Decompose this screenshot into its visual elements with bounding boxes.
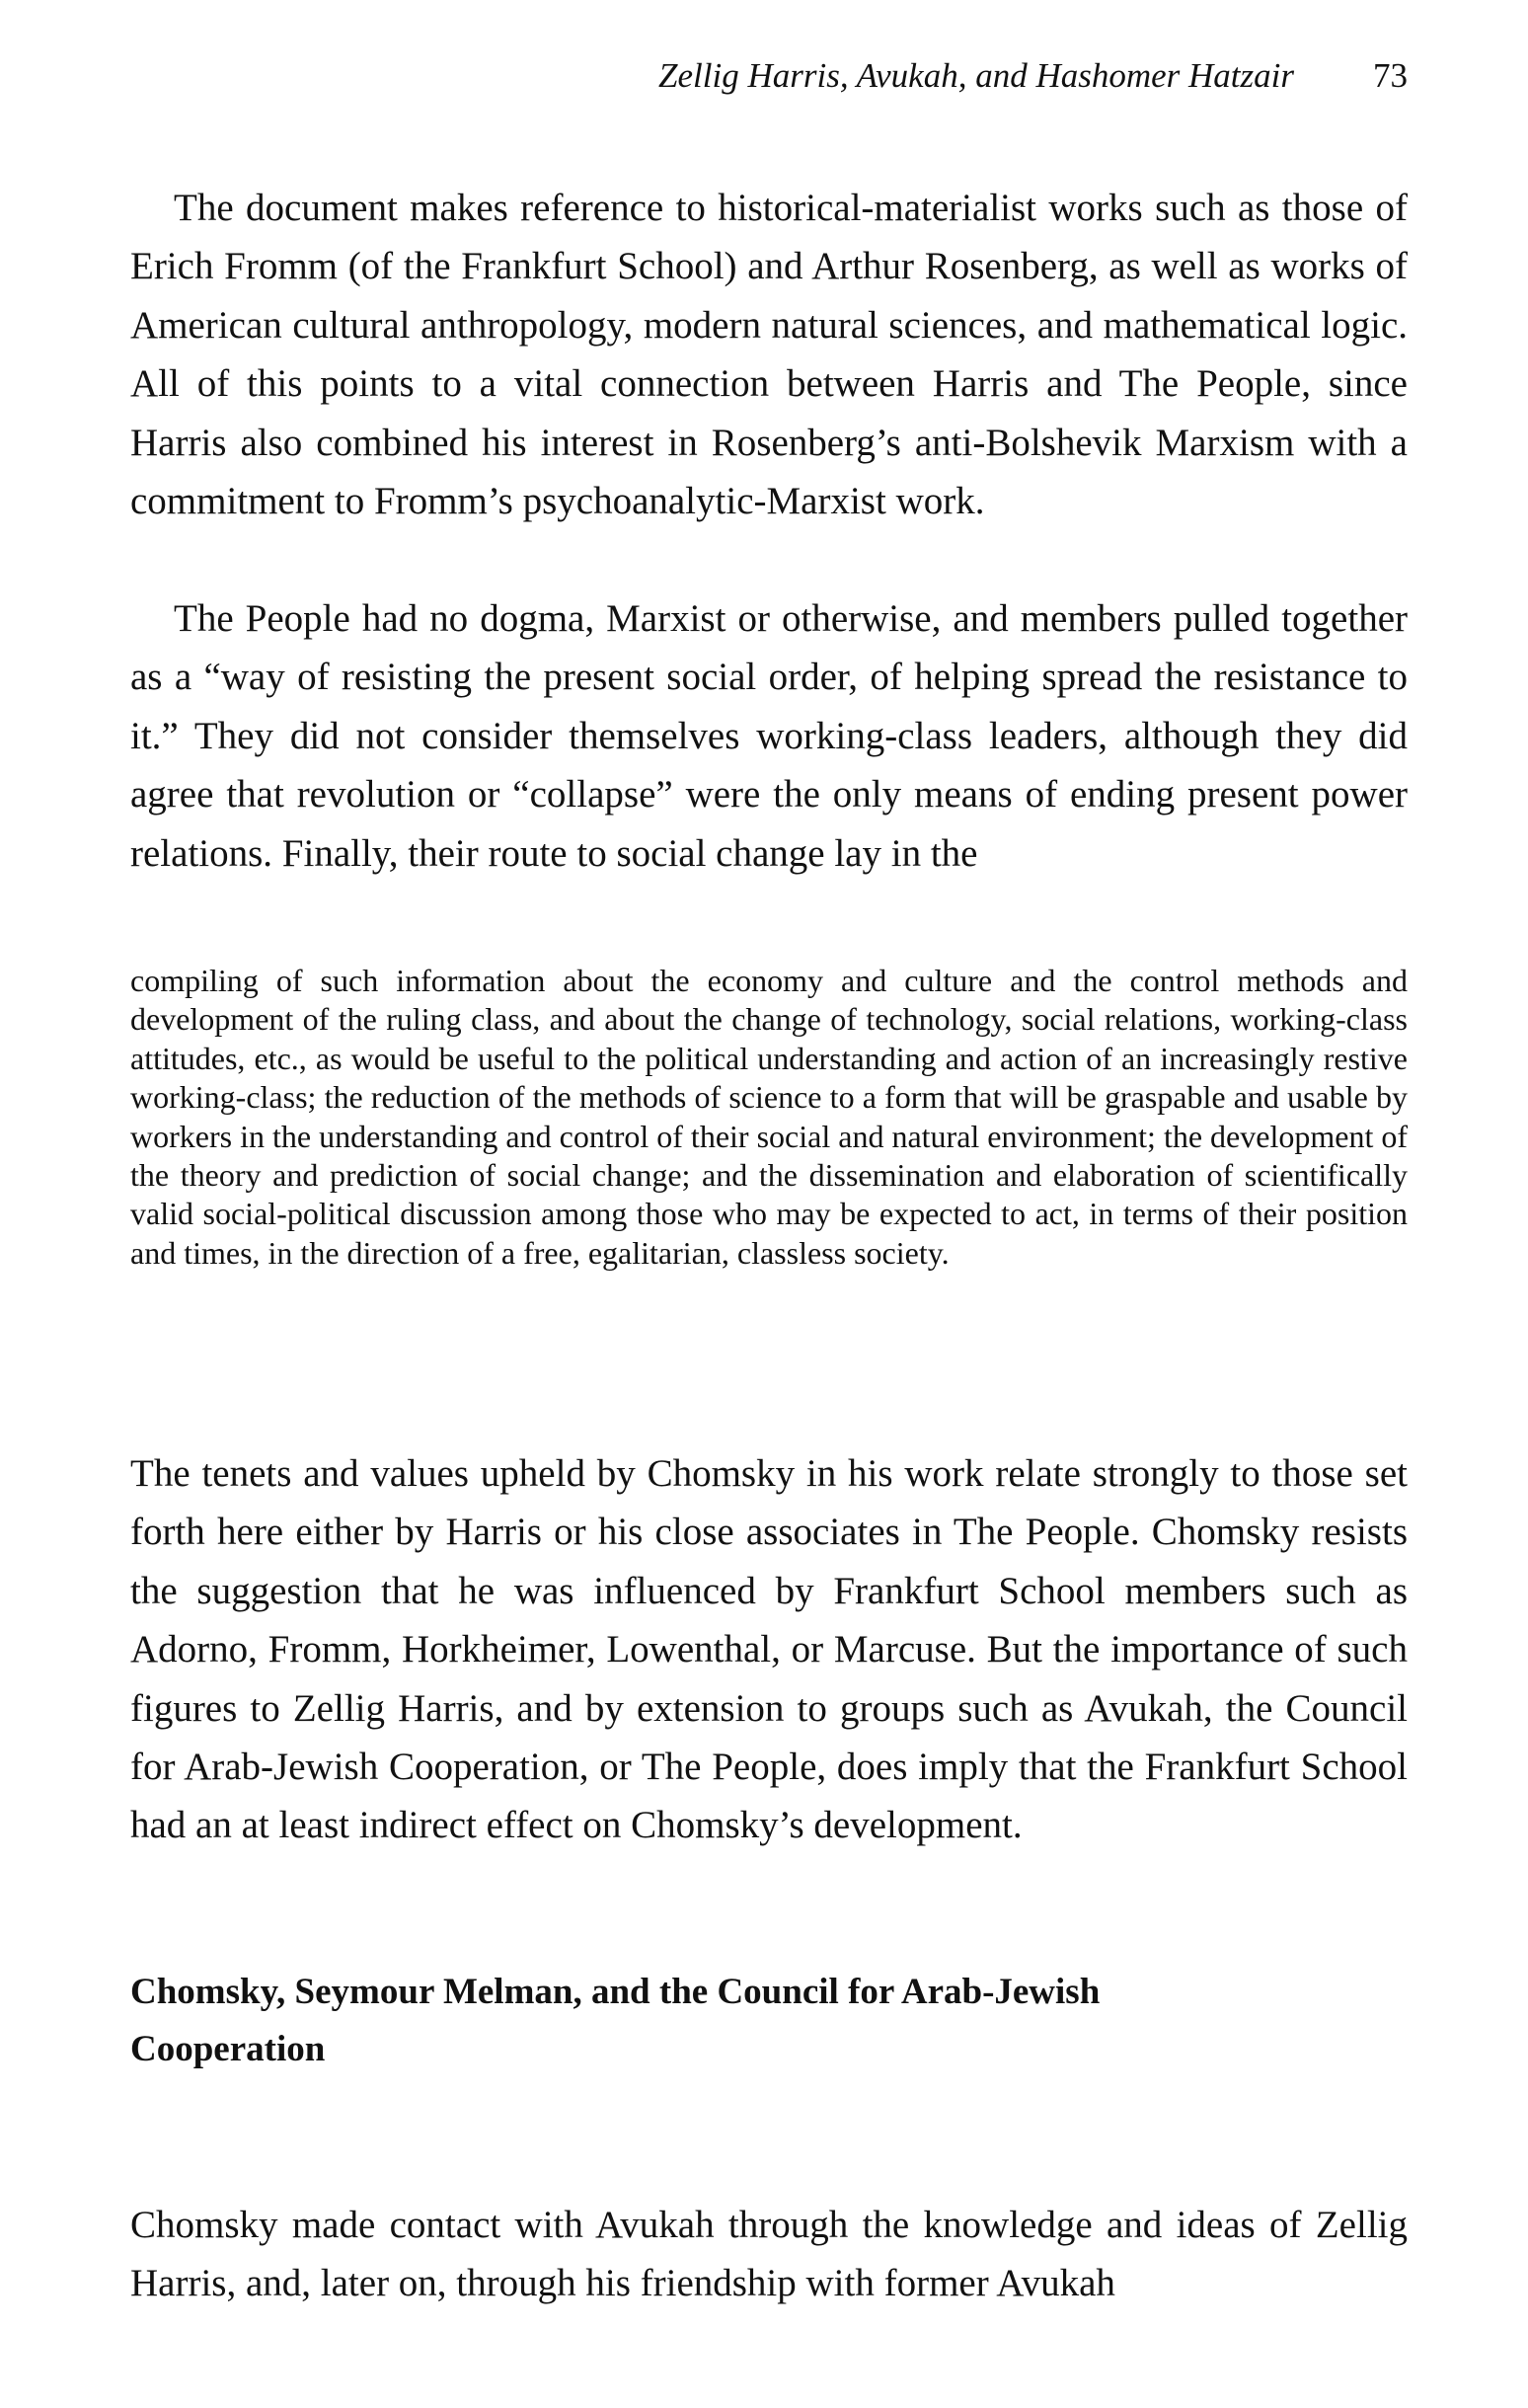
body-paragraph: The People had no dogma, Marxist or otherwise, and members pulled together as a “way of resisting the present social order, of helping spread the resistance to it.” They did not consider themselves working-class leaders, although they did agree that revolution or “collapse” were the only means of ending present power relations. Finally, their route to social change lay in the	[130, 597, 1408, 875]
section-heading: Chomsky, Seymour Melman, and the Council for Arab-Jewish Cooperation	[130, 1972, 1101, 2069]
running-title: Zellig Harris, Avukah, and Hashomer Hatzair	[658, 56, 1294, 95]
paragraph-block-4	[130, 2196, 1408, 2313]
page-number: 73	[1373, 56, 1408, 95]
section-heading-container	[130, 1964, 1265, 2078]
paragraph-block-1	[130, 179, 1408, 530]
body-paragraph: The document makes reference to historical-materialist works such as those of Erich Fromm (of the Frankfurt School) and Arthur Rosenberg, as well as works of American cultural anthropology, modern natural sciences, and mathematical logic. All of this points to a vital connection between Harris and The People, since Harris also combined his interest in Rosenberg’s anti-Bolshevik Marxism with a commitment to Fromm’s psychoanalytic-Marxist work.	[130, 187, 1408, 523]
block-quote: compiling of such information about the economy and culture and the control methods and development of the ruling class, and about the change of technology, social relations, working-class attitudes, etc., as would be useful to the political understanding and action of an increasingly restive working-class; the reduction of the methods of science to a form that will be graspable and usable by workers in the understanding and control of their social and natural environment; the development of the theory and prediction of social change; and the dissemination and elaboration of scientifically valid social-political discussion among those who may be expected to act, in terms of their position and times, in the direction of a free, egalitarian, classless society.	[130, 963, 1408, 1271]
block-quote-container	[130, 962, 1408, 1273]
paragraph-block-2	[130, 589, 1408, 883]
body-paragraph: Chomsky made contact with Avukah through the knowledge and ideas of Zellig Harris, and, later on, through his friendship with former Avukah	[130, 2204, 1408, 2305]
paragraph-block-3	[130, 1444, 1408, 1855]
body-paragraph: The tenets and values upheld by Chomsky in his work relate strongly to those set forth here either by Harris or his close associates in The People. Chomsky resists the suggestion that he was influenced by Frankfurt School members such as Adorno, Fromm, Horkheimer, Lowenthal, or Marcuse. But the importance of such figures to Zellig Harris, and by extension to groups such as Avukah, the Council for Arab-Jewish Cooperation, or The People, does imply that the Frankfurt School had an at least indirect effect on Chomsky’s development.	[130, 1452, 1408, 1847]
running-head	[130, 51, 1408, 101]
